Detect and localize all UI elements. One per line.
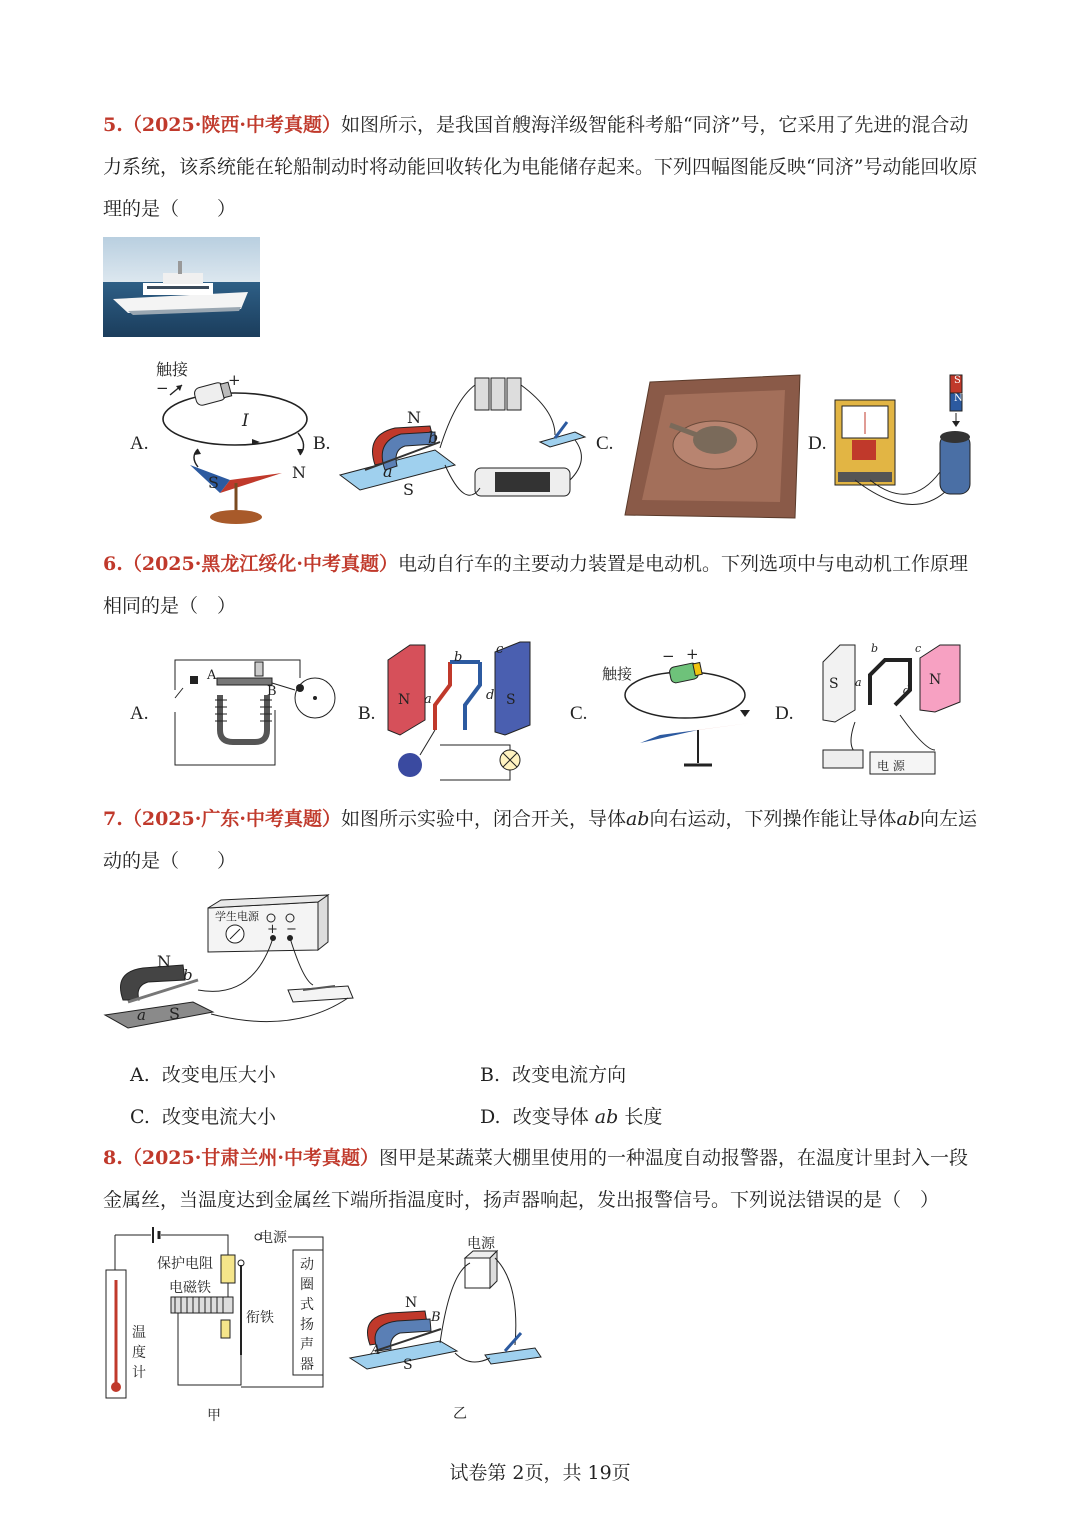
q7-figure-motor-experiment xyxy=(103,890,358,1035)
question-text: 电动自行车的主要动力装置是电动机。下列选项中与电动机工作原理相同的是（ ） xyxy=(103,553,968,617)
question-source-tag: （2025·甘肃兰州·中考真题） xyxy=(122,1147,379,1169)
option-label: C. xyxy=(130,1106,150,1128)
magnet-s-label: S xyxy=(954,375,961,386)
question-text-2: 向右运动，下列操作能让导体 xyxy=(649,808,897,830)
pole-n-label: N xyxy=(929,672,942,688)
option-text: 改变电流方向 xyxy=(512,1064,627,1086)
question-number: 6. xyxy=(103,553,123,575)
conductor-ab: ab xyxy=(625,808,650,830)
q8-figure-jia-alarm-circuit xyxy=(103,1225,328,1424)
minus-sign: − xyxy=(662,647,675,665)
question-number: 5. xyxy=(103,114,123,136)
side-a-label: a xyxy=(855,676,862,689)
side-a-label: a xyxy=(424,692,432,707)
option-label: D. xyxy=(480,1106,501,1128)
option-tail: 长度 xyxy=(624,1106,663,1128)
q8-figure-yi-generator-rig xyxy=(345,1233,545,1423)
pole-n-label: N xyxy=(407,408,421,427)
option-a-label: A. xyxy=(130,433,149,454)
q7-option-b[interactable] xyxy=(480,1060,626,1087)
q7-option-a[interactable] xyxy=(130,1060,276,1087)
option-text: 改变电流大小 xyxy=(162,1106,277,1128)
question-text: 图甲是某蔬菜大棚里使用的一种温度自动报警器，在温度计里封入一段金属丝，当温度达到金属丝下端所指温度时，扬声器响起，发出报警信号。下列说法错误的是（ ） xyxy=(103,1147,968,1211)
side-d-label: d xyxy=(903,684,911,697)
side-b-label: b xyxy=(871,642,879,655)
power-supply-label: 电 源 xyxy=(877,759,905,773)
question-text: 如图所示，是我国首艘海洋级智能科考船“同济”号，它采用了先进的混合动力系统，该系统能在轮船制动时将动能回收转化为电能储存起来。下列四幅图能反映“同济”号动能回收原理的是（ ） xyxy=(103,114,978,220)
touch-label: 触接 xyxy=(156,360,189,379)
conductor-ab: ab xyxy=(896,808,920,830)
pole-n-label: N xyxy=(398,692,411,708)
plus-sign: + xyxy=(686,645,699,663)
speaker-label: 动圈式扬声器 xyxy=(300,1257,314,1373)
pole-n-label: N xyxy=(405,1295,418,1311)
question-text-3: 向左运动的是（ ） xyxy=(103,808,978,872)
option-d-label: D. xyxy=(808,433,827,454)
power-label: 电源 xyxy=(259,1230,287,1246)
current-label: I xyxy=(242,411,249,431)
thermometer-label: 温度计 xyxy=(132,1325,146,1381)
q7-option-c[interactable] xyxy=(130,1102,276,1129)
minus-sign: − xyxy=(286,922,297,937)
armature-label: 衔铁 xyxy=(246,1310,274,1326)
touch-label: 触接 xyxy=(602,665,633,683)
question-text-1: 如图所示实验中，闭合开关，导体 xyxy=(340,808,626,830)
pole-s-label: S xyxy=(506,692,516,708)
pole-s-label: S xyxy=(403,480,414,499)
option-text: 改变电压大小 xyxy=(161,1064,276,1086)
q5-figure-b-generator-rig xyxy=(335,370,605,520)
magnet-n-label: N xyxy=(954,393,963,404)
student-supply-label: 学生电源 xyxy=(215,910,259,923)
protective-resistor-label: 保护电阻 xyxy=(157,1256,213,1272)
question-8 xyxy=(103,1137,983,1221)
figure-caption-yi: 乙 xyxy=(453,1406,467,1422)
point-a-label: A xyxy=(371,1343,381,1358)
question-source-tag: （2025·黑龙江绥化·中考真题） xyxy=(122,553,398,575)
q7-option-d[interactable] xyxy=(480,1102,662,1129)
option-label: A. xyxy=(130,1064,150,1086)
q5-figure-a-compass-circuit xyxy=(150,355,315,527)
point-a-label: A xyxy=(207,668,217,683)
figure-caption-jia: 甲 xyxy=(207,1408,221,1424)
q6-figure-c-oersted-experiment xyxy=(600,645,760,775)
question-7 xyxy=(103,798,983,882)
option-c-label: C. xyxy=(570,703,588,724)
question-number: 7. xyxy=(103,808,123,830)
question-number: 8. xyxy=(103,1147,123,1169)
point-b-label: B xyxy=(431,1310,441,1325)
option-italic: ab xyxy=(594,1106,619,1128)
electromagnet-label: 电磁铁 xyxy=(169,1280,211,1296)
q6-figure-b-motor-coil xyxy=(380,640,550,785)
plus-sign: + xyxy=(228,371,241,389)
pole-s-label: S xyxy=(829,676,839,692)
minus-sign: − xyxy=(156,379,169,397)
plus-sign: + xyxy=(267,922,278,937)
side-d-label: d xyxy=(486,688,495,703)
q6-figure-a-electric-bell xyxy=(155,650,340,770)
q5-figure-c-sinan-compass xyxy=(620,370,810,520)
pole-s-label: S xyxy=(169,1004,180,1023)
option-c-label: C. xyxy=(596,433,614,454)
side-b-label: b xyxy=(454,650,463,665)
power-label: 电源 xyxy=(467,1236,495,1252)
ship-photo xyxy=(103,237,260,337)
pole-n-label: N xyxy=(157,952,171,971)
option-d-label: D. xyxy=(775,703,794,724)
pole-s-label: S xyxy=(403,1357,413,1373)
q5-figure-d-galvanometer-coil xyxy=(830,372,980,520)
question-5 xyxy=(103,104,983,230)
question-source-tag: （2025·陕西·中考真题） xyxy=(122,114,341,136)
option-label: B. xyxy=(480,1064,501,1086)
end-a-label: a xyxy=(137,1006,146,1024)
conductor-a-label: a xyxy=(383,462,393,481)
side-c-label: c xyxy=(496,642,504,657)
pole-n-label: N xyxy=(292,463,306,482)
end-b-label: b xyxy=(183,966,193,984)
option-a-label: A. xyxy=(130,703,149,724)
side-c-label: c xyxy=(915,642,922,655)
option-text: 改变导体 xyxy=(512,1106,589,1128)
pole-s-label: S xyxy=(208,473,219,492)
question-source-tag: （2025·广东·中考真题） xyxy=(122,808,341,830)
conductor-b-label: b xyxy=(428,428,439,447)
option-b-label: B. xyxy=(358,703,376,724)
page-footer: 试卷第 2页，共 19页 xyxy=(449,1462,631,1484)
point-b-label: B xyxy=(267,684,277,699)
question-6 xyxy=(103,543,983,627)
q6-figure-d-motor-rig xyxy=(815,640,980,780)
option-b-label: B. xyxy=(313,433,331,454)
